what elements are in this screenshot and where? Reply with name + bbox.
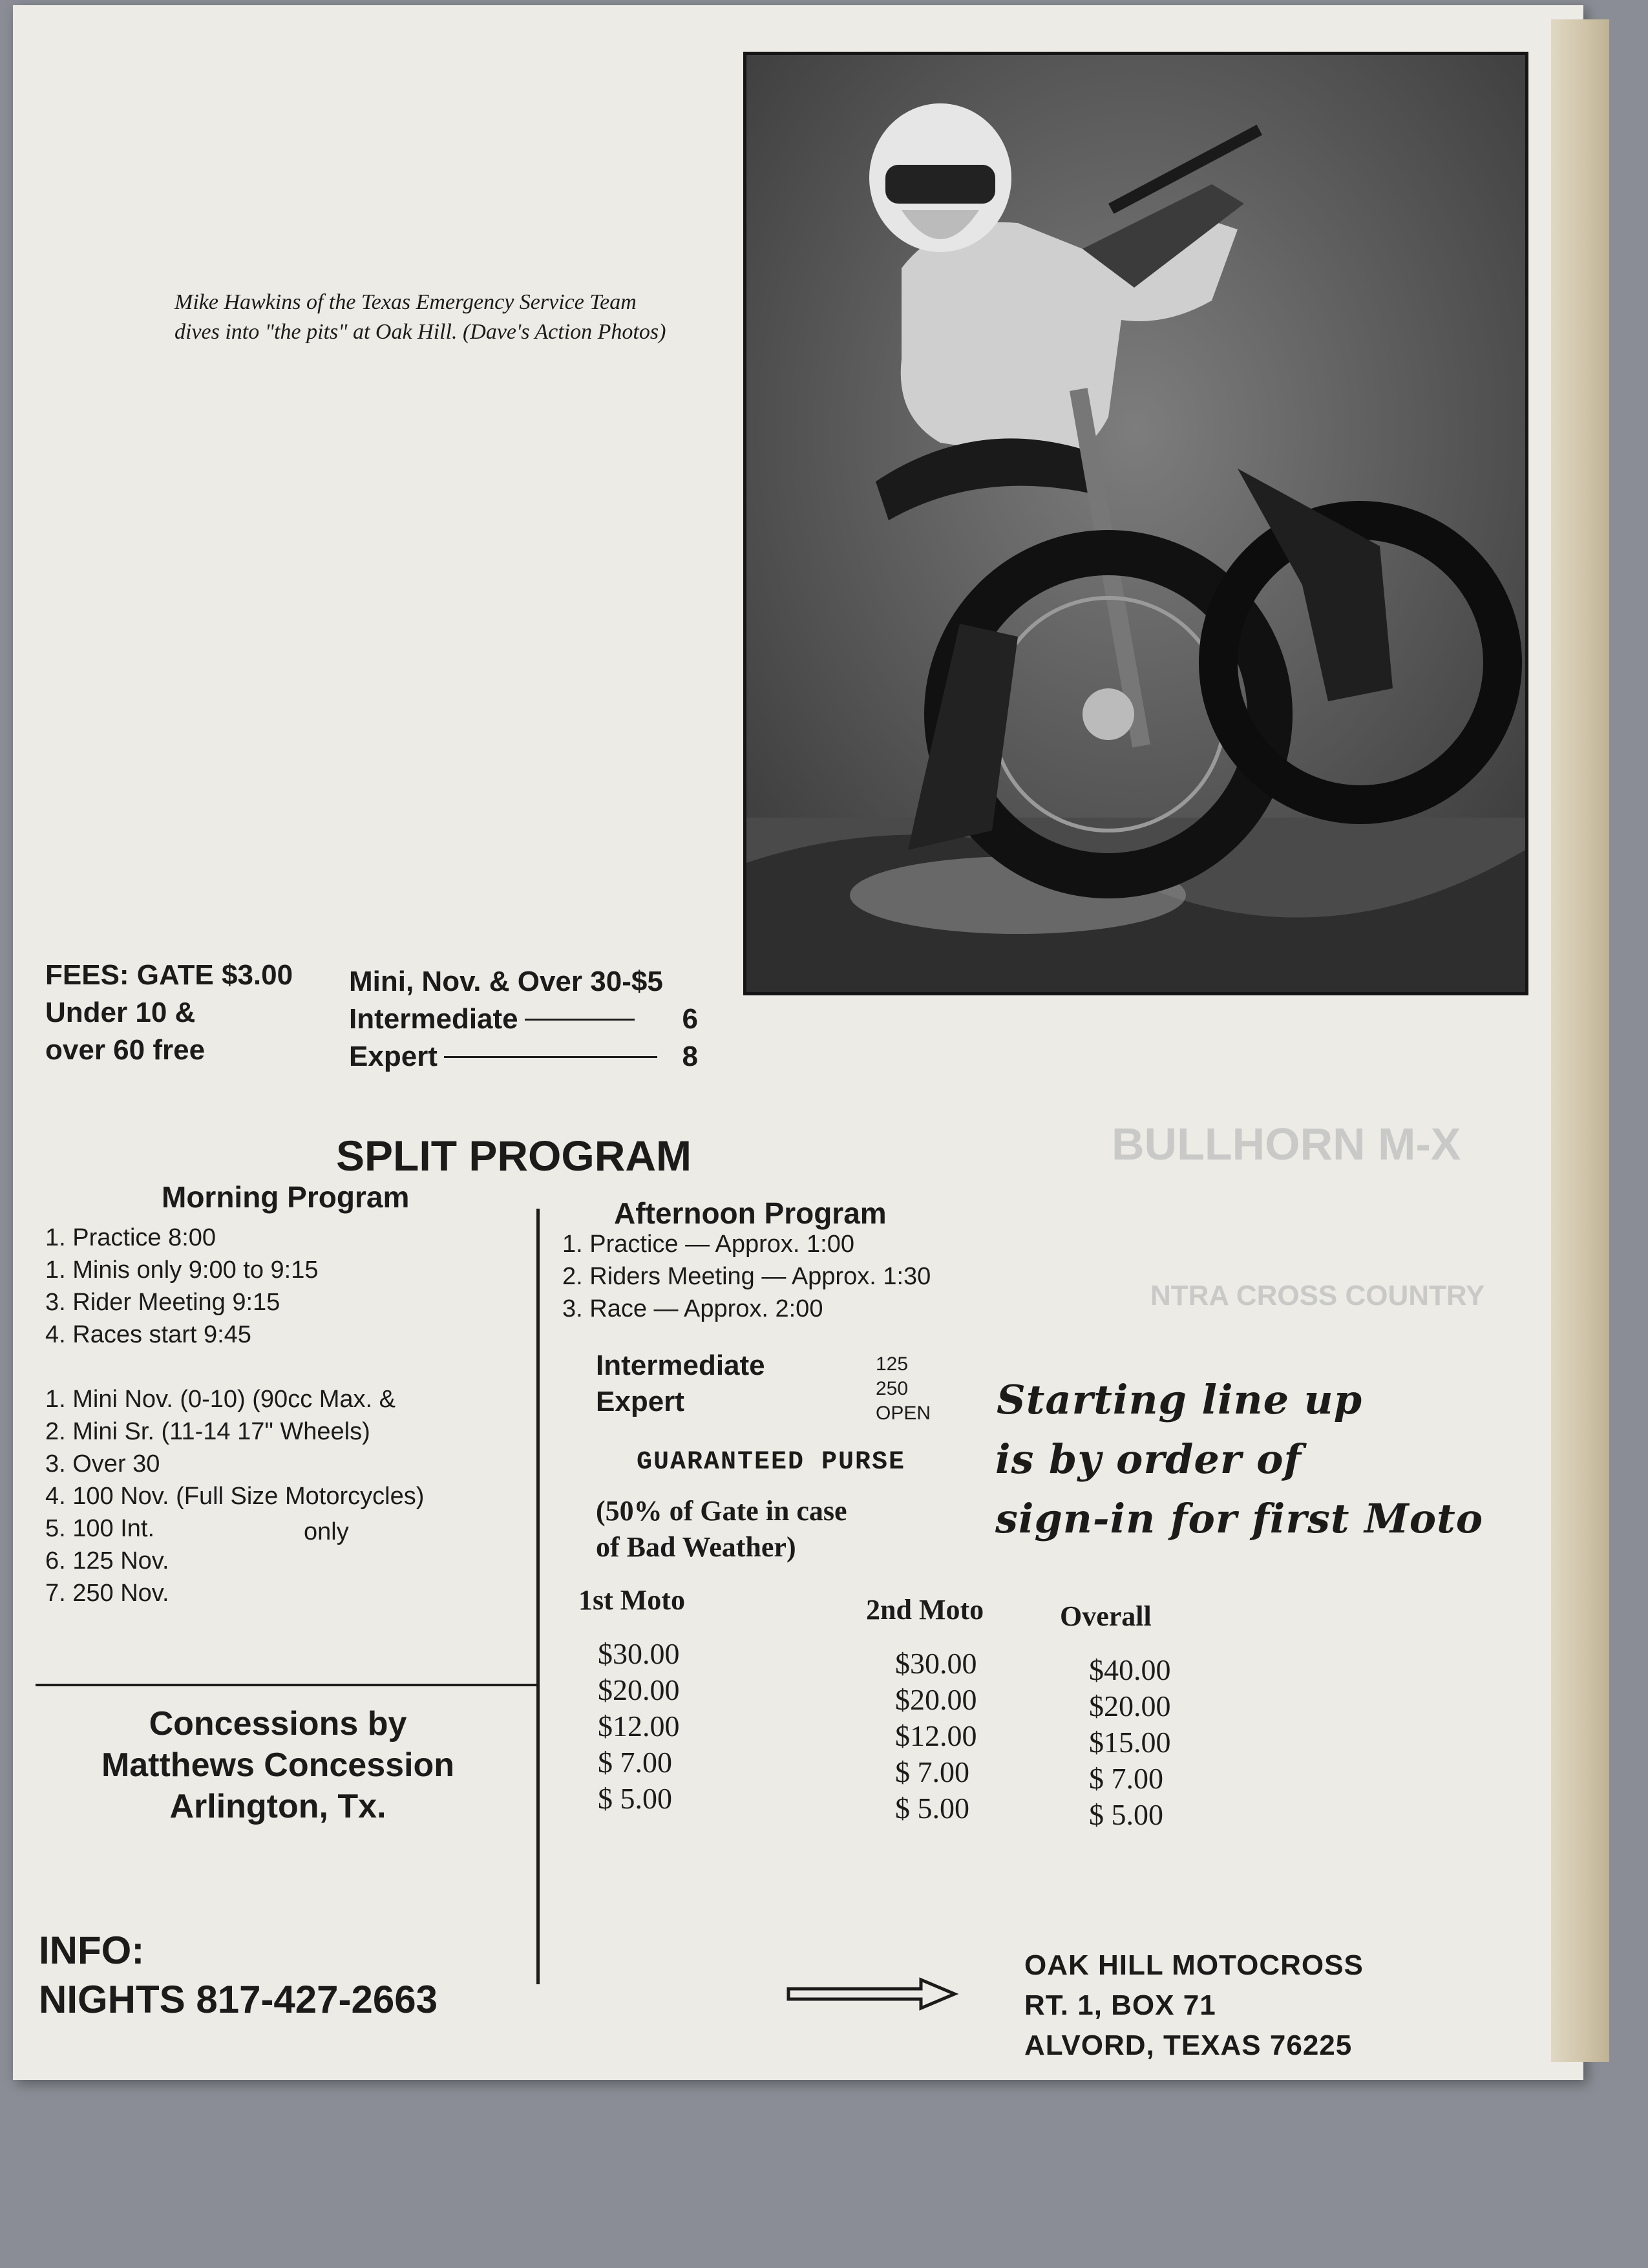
afternoon-program-title: Afternoon Program: [614, 1196, 887, 1230]
free-over-60: over 60 free: [45, 1034, 206, 1066]
afternoon-classes: [596, 1348, 765, 1420]
bad-weather-line: (50% of Gate in case: [596, 1495, 847, 1527]
starting-line: Starting line up: [997, 1376, 1363, 1423]
list-item: 1. Practice 8:00: [45, 1224, 217, 1251]
gate-fee: FEES: GATE $3.00: [45, 959, 293, 991]
expert-fee-row: [349, 1038, 711, 1076]
amount: $12.00: [598, 1710, 680, 1743]
starting-line-note: [995, 1370, 1483, 1549]
first-moto-column: [578, 1584, 685, 1817]
second-moto-label: 2nd Moto: [866, 1594, 984, 1626]
list-item: 5. 100 Int.: [45, 1515, 155, 1542]
morning-classes: [45, 1383, 424, 1609]
list-item: 4. Races start 9:45: [45, 1321, 251, 1348]
second-moto-column: [866, 1593, 984, 1827]
list-item: 1. Practice — Approx. 1:00: [562, 1231, 855, 1258]
overall-label: Overall: [1060, 1600, 1152, 1632]
page-edge: [1551, 19, 1609, 2062]
amount: $20.00: [895, 1683, 977, 1716]
starting-line: sign-in for first Moto: [995, 1495, 1484, 1542]
morning-schedule: [45, 1222, 318, 1351]
bleed-through-text: NTRA CROSS COUNTRY: [1150, 1280, 1485, 1311]
intermediate-fee-value: 6: [682, 1003, 698, 1035]
expert-class: Expert: [596, 1386, 684, 1417]
list-item: 3. Over 30: [45, 1450, 160, 1478]
amount: $40.00: [1089, 1653, 1171, 1686]
fees-gate: [45, 957, 293, 1069]
size-open: OPEN: [876, 1403, 931, 1424]
intermediate-fee-row: [349, 1001, 711, 1038]
split-program-heading: SPLIT PROGRAM: [336, 1132, 692, 1180]
only-note: only: [304, 1518, 349, 1545]
list-item: 1. Mini Nov. (0-10) (90cc Max. &: [45, 1386, 396, 1413]
list-item: 4. 100 Nov. (Full Size Motorcycles): [45, 1483, 425, 1510]
afternoon-schedule: [562, 1228, 931, 1325]
list-item: 2. Riders Meeting — Approx. 1:30: [562, 1263, 931, 1290]
amount: $30.00: [895, 1647, 977, 1680]
arrow-right-icon: [785, 1975, 960, 2017]
vertical-divider: [536, 1209, 540, 1984]
amount: $20.00: [598, 1673, 680, 1706]
concessions-line: Arlington, Tx.: [169, 1788, 386, 1825]
list-item: 1. Minis only 9:00 to 9:15: [45, 1256, 319, 1284]
bleed-through-text: BULLHORN M-X: [1112, 1119, 1461, 1169]
leader-line: [525, 1019, 635, 1021]
bad-weather-line: of Bad Weather): [596, 1531, 796, 1563]
info-phone: NIGHTS 817-427-2663: [39, 1978, 438, 2021]
second-moto-amounts: [866, 1646, 984, 1827]
intermediate-class: Intermediate: [596, 1350, 765, 1381]
intermediate-fee-label: Intermediate: [349, 1003, 518, 1035]
list-item: 7. 250 Nov.: [45, 1580, 169, 1607]
morning-program-title: Morning Program: [162, 1180, 410, 1214]
mini-fee: Mini, Nov. & Over 30-$5: [349, 966, 663, 997]
starting-line: is by order of: [995, 1436, 1302, 1483]
amount: $12.00: [895, 1719, 977, 1752]
amount: $ 7.00: [598, 1746, 672, 1779]
size-250: 250: [876, 1378, 909, 1399]
guaranteed-purse-heading: GUARANTEED PURSE: [637, 1448, 906, 1477]
address-line: OAK HILL MOTOCROSS: [1024, 1949, 1364, 1981]
first-moto-label: 1st Moto: [578, 1584, 685, 1616]
amount: $20.00: [1089, 1690, 1171, 1722]
motocross-photo: [743, 52, 1528, 995]
photo-caption: Mike Hawkins of the Texas Emergency Service Team dives into "the pits" at Oak Hill. (Dave's Action Photos): [174, 290, 666, 344]
amount: $30.00: [598, 1637, 680, 1670]
amount: $ 5.00: [1089, 1798, 1163, 1831]
concessions-block: [45, 1703, 511, 1827]
list-item: 3. Rider Meeting 9:15: [45, 1289, 280, 1316]
info-block: [39, 1926, 438, 2024]
overall-column: [1060, 1600, 1171, 1833]
free-under-10: Under 10 &: [45, 997, 196, 1028]
address-line: RT. 1, BOX 71: [1024, 1989, 1216, 2021]
horizontal-divider: [36, 1684, 540, 1686]
overall-amounts: [1060, 1652, 1171, 1833]
list-item: 6. 125 Nov.: [45, 1547, 169, 1574]
address-line: ALVORD, TEXAS 76225: [1024, 2030, 1353, 2061]
concessions-line: Matthews Concession: [101, 1746, 455, 1784]
expert-fee-label: Expert: [349, 1041, 438, 1072]
size-125: 125: [876, 1353, 909, 1375]
list-item: 2. Mini Sr. (11-14 17" Wheels): [45, 1418, 370, 1445]
list-item: 3. Race — Approx. 2:00: [562, 1295, 823, 1322]
bad-weather-note: [596, 1493, 847, 1565]
info-label: INFO:: [39, 1929, 145, 1972]
amount: $ 5.00: [598, 1782, 672, 1815]
fees-classes: [349, 963, 711, 1076]
expert-fee-value: 8: [682, 1041, 698, 1072]
amount: $15.00: [1089, 1726, 1171, 1759]
address-block: [1024, 1945, 1364, 2066]
concessions-line: Concessions by: [149, 1705, 407, 1743]
leader-line: [444, 1056, 657, 1058]
amount: $ 5.00: [895, 1792, 969, 1825]
engine-sizes: [876, 1352, 931, 1426]
amount: $ 7.00: [895, 1755, 969, 1788]
rider-photo-image: [746, 55, 1525, 992]
first-moto-amounts: [578, 1636, 685, 1817]
amount: $ 7.00: [1089, 1762, 1163, 1795]
